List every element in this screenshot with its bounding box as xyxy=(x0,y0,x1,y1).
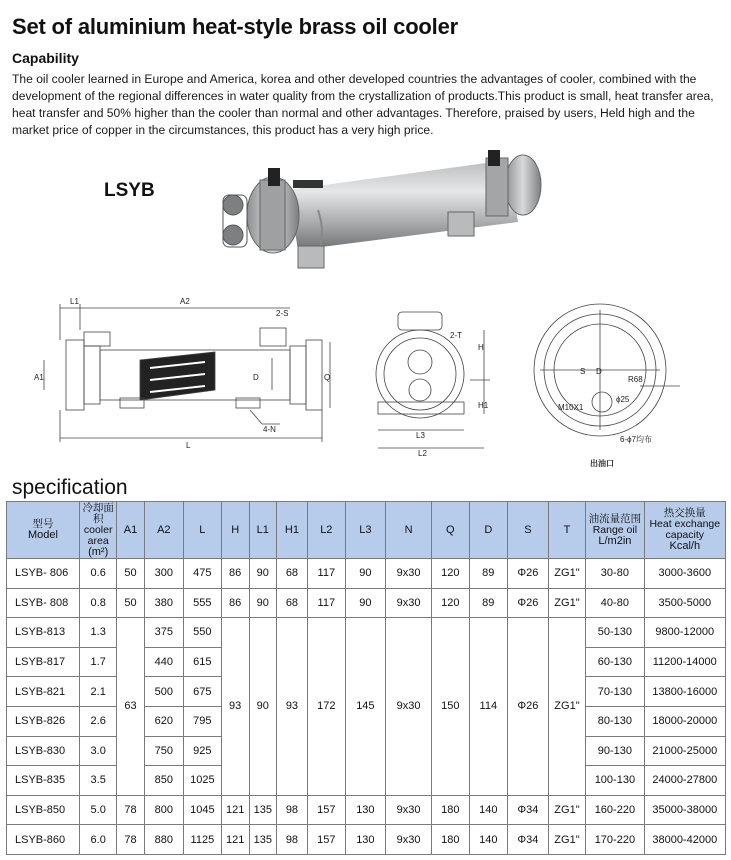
table-row xyxy=(7,618,726,648)
cell-model: LSYB-835 xyxy=(7,766,80,796)
cell-range: 60-130 xyxy=(586,647,644,677)
cell-a2: 880 xyxy=(144,825,184,855)
oil-cooler-photo xyxy=(218,150,558,280)
cell-l1: 135 xyxy=(249,825,276,855)
cell-l1: 90 xyxy=(249,559,276,589)
cell-model: LSYB-826 xyxy=(7,706,80,736)
drawing-label-m10: M10X1 xyxy=(558,403,584,412)
cell-q: 120 xyxy=(432,588,470,618)
cell-l1: 90 xyxy=(249,588,276,618)
cell-l: 925 xyxy=(184,736,222,766)
drawing-label-a1: A1 xyxy=(34,373,44,382)
cell-h: 86 xyxy=(221,588,249,618)
cell-area: 0.6 xyxy=(79,559,117,589)
cell-l2: 157 xyxy=(308,795,346,825)
col-n: N xyxy=(386,502,432,559)
cell-a1-merged: 63 xyxy=(117,618,144,796)
cell-l2: 157 xyxy=(308,825,346,855)
cell-l2: 117 xyxy=(308,588,346,618)
cell-model: LSYB- 806 xyxy=(7,559,80,589)
drawing-label-l1: L1 xyxy=(70,297,79,306)
col-h: H xyxy=(221,502,249,559)
drawing-label-holes: 6-ϕ7均布 xyxy=(620,435,653,444)
cell-l3: 130 xyxy=(345,825,386,855)
col-model: 型号 Model xyxy=(7,502,80,559)
cell-a1: 50 xyxy=(117,559,144,589)
cell-l1-merged: 90 xyxy=(249,618,276,796)
cell-l: 795 xyxy=(184,706,222,736)
cell-n: 9x30 xyxy=(386,825,432,855)
cell-area: 1.7 xyxy=(79,647,117,677)
cell-area: 0.8 xyxy=(79,588,117,618)
cell-model: LSYB-850 xyxy=(7,795,80,825)
cell-heat: 21000-25000 xyxy=(644,736,725,766)
model-label: LSYB xyxy=(104,180,155,201)
table-header-row xyxy=(7,502,726,559)
col-q: Q xyxy=(432,502,470,559)
drawing-label-4n: 4-N xyxy=(263,425,276,434)
cell-l2-merged: 172 xyxy=(308,618,346,796)
cell-heat: 24000-27800 xyxy=(644,766,725,796)
cell-a2: 300 xyxy=(144,559,184,589)
cell-model: LSYB-860 xyxy=(7,825,80,855)
cell-area: 5.0 xyxy=(79,795,117,825)
cell-n: 9x30 xyxy=(386,795,432,825)
cell-h: 86 xyxy=(221,559,249,589)
drawing-label-h1: H1 xyxy=(478,401,489,410)
cell-model: LSYB- 808 xyxy=(7,588,80,618)
col-l1: L1 xyxy=(249,502,276,559)
table-row xyxy=(7,825,726,855)
cell-l: 475 xyxy=(184,559,222,589)
cell-l1: 135 xyxy=(249,795,276,825)
drawing-label-l3: L3 xyxy=(416,431,425,440)
cell-l3: 130 xyxy=(345,795,386,825)
cell-l: 555 xyxy=(184,588,222,618)
spec-heading: specification xyxy=(12,476,128,499)
cell-a2: 440 xyxy=(144,647,184,677)
drawing-label-l: L xyxy=(186,441,191,450)
drawing-label-outlet: 出油口 xyxy=(590,459,614,468)
cell-heat: 38000-42000 xyxy=(644,825,725,855)
col-range: 油流量范围 Range oil L/m2in xyxy=(586,502,644,559)
cell-s: Φ26 xyxy=(508,588,549,618)
col-d: D xyxy=(469,502,508,559)
cell-model: LSYB-817 xyxy=(7,647,80,677)
drawing-label-d2: D xyxy=(596,367,602,376)
cell-s: Φ34 xyxy=(508,825,549,855)
cell-l: 675 xyxy=(184,677,222,707)
cell-range: 40-80 xyxy=(586,588,644,618)
cell-t: ZG1" xyxy=(548,795,586,825)
cell-heat: 3000-3600 xyxy=(644,559,725,589)
technical-drawings xyxy=(0,290,731,470)
page-title: Set of aluminium heat-style brass oil cooler xyxy=(12,14,458,39)
cell-a1: 78 xyxy=(117,795,144,825)
cell-n: 9x30 xyxy=(386,559,432,589)
cell-l: 1045 xyxy=(184,795,222,825)
drawing-label-2s: 2-S xyxy=(276,309,289,318)
table-row xyxy=(7,588,726,618)
col-s: S xyxy=(508,502,549,559)
cell-a2: 620 xyxy=(144,706,184,736)
cell-range: 50-130 xyxy=(586,618,644,648)
drawing-label-a2: A2 xyxy=(180,297,190,306)
cell-d: 140 xyxy=(469,825,508,855)
cell-range: 170-220 xyxy=(586,825,644,855)
cell-q: 120 xyxy=(432,559,470,589)
cell-range: 90-130 xyxy=(586,736,644,766)
cell-area: 6.0 xyxy=(79,825,117,855)
cell-s: Φ26 xyxy=(508,559,549,589)
cell-l: 1125 xyxy=(184,825,222,855)
cell-area: 1.3 xyxy=(79,618,117,648)
capability-heading: Capability xyxy=(12,50,79,66)
cell-range: 100-130 xyxy=(586,766,644,796)
cell-t: ZG1" xyxy=(548,559,586,589)
cell-a2: 750 xyxy=(144,736,184,766)
cell-l2: 117 xyxy=(308,559,346,589)
drawing-label-s: S xyxy=(580,367,586,376)
cell-a1: 50 xyxy=(117,588,144,618)
cell-heat: 9800-12000 xyxy=(644,618,725,648)
cell-a2: 375 xyxy=(144,618,184,648)
col-l2: L2 xyxy=(308,502,346,559)
cell-s-merged: Φ26 xyxy=(508,618,549,796)
cell-area: 3.0 xyxy=(79,736,117,766)
drawing-label-d: D xyxy=(253,373,259,382)
col-t: T xyxy=(548,502,586,559)
cell-n: 9x30 xyxy=(386,588,432,618)
cell-range: 30-80 xyxy=(586,559,644,589)
drawing-label-phi25: ϕ25 xyxy=(616,395,630,404)
spec-table xyxy=(6,501,726,855)
cell-t: ZG1" xyxy=(548,825,586,855)
drawing-label-q: Q xyxy=(324,373,331,382)
cell-l3: 90 xyxy=(345,559,386,589)
cell-h1: 98 xyxy=(276,795,307,825)
drawing-label-2t: 2-T xyxy=(450,331,462,340)
cell-d: 140 xyxy=(469,795,508,825)
cell-model: LSYB-830 xyxy=(7,736,80,766)
cell-area: 2.1 xyxy=(79,677,117,707)
cell-a2: 850 xyxy=(144,766,184,796)
col-heat: 热交换量 Heat exchange capacity Kcal/h xyxy=(644,502,725,559)
cell-h1: 98 xyxy=(276,825,307,855)
cell-q: 180 xyxy=(432,795,470,825)
cell-h1: 68 xyxy=(276,559,307,589)
cell-h1-merged: 93 xyxy=(276,618,307,796)
cell-heat: 18000-20000 xyxy=(644,706,725,736)
cell-l: 550 xyxy=(184,618,222,648)
col-a2: A2 xyxy=(144,502,184,559)
cell-h1: 68 xyxy=(276,588,307,618)
cell-range: 160-220 xyxy=(586,795,644,825)
drawing-label-l2: L2 xyxy=(418,449,427,458)
drawing-label-r68: R68 xyxy=(628,375,643,384)
cell-s: Φ34 xyxy=(508,795,549,825)
cell-q: 180 xyxy=(432,825,470,855)
col-a1: A1 xyxy=(117,502,144,559)
cell-range: 80-130 xyxy=(586,706,644,736)
cell-a2: 380 xyxy=(144,588,184,618)
cell-model: LSYB-821 xyxy=(7,677,80,707)
cell-h-merged: 93 xyxy=(221,618,249,796)
cell-n-merged: 9x30 xyxy=(386,618,432,796)
col-area: 冷却面积 cooler area (m²) xyxy=(79,502,117,559)
cell-d-merged: 114 xyxy=(469,618,508,796)
col-h1: H1 xyxy=(276,502,307,559)
cell-l: 1025 xyxy=(184,766,222,796)
cell-d: 89 xyxy=(469,559,508,589)
cell-t-merged: ZG1" xyxy=(548,618,586,796)
cell-h: 121 xyxy=(221,795,249,825)
cell-model: LSYB-813 xyxy=(7,618,80,648)
cell-heat: 11200-14000 xyxy=(644,647,725,677)
table-row xyxy=(7,559,726,589)
cell-h: 121 xyxy=(221,825,249,855)
cell-area: 2.6 xyxy=(79,706,117,736)
col-l: L xyxy=(184,502,222,559)
cell-heat: 3500-5000 xyxy=(644,588,725,618)
cell-d: 89 xyxy=(469,588,508,618)
cell-a2: 800 xyxy=(144,795,184,825)
cell-heat: 13800-16000 xyxy=(644,677,725,707)
cell-t: ZG1" xyxy=(548,588,586,618)
cell-range: 70-130 xyxy=(586,677,644,707)
cell-l3: 90 xyxy=(345,588,386,618)
capability-description: The oil cooler learned in Europe and America, korea and other developed countries the advantages of cooler, combined with the development of the regional differences in water quality from the crystallization of products.This product is small, heat transfer area, heat transfer and 50% higher than the cooler than normal and other advantages. Therefore, praised by users, Held high and the market price of copper in the circumstances, this product has a very high price. xyxy=(12,72,714,137)
drawing-label-h: H xyxy=(478,343,484,352)
cell-a2: 500 xyxy=(144,677,184,707)
cell-l3-merged: 145 xyxy=(345,618,386,796)
cell-a1: 78 xyxy=(117,825,144,855)
cell-q-merged: 150 xyxy=(432,618,470,796)
table-row xyxy=(7,795,726,825)
col-l3: L3 xyxy=(345,502,386,559)
cell-area: 3.5 xyxy=(79,766,117,796)
cell-l: 615 xyxy=(184,647,222,677)
cell-heat: 35000-38000 xyxy=(644,795,725,825)
